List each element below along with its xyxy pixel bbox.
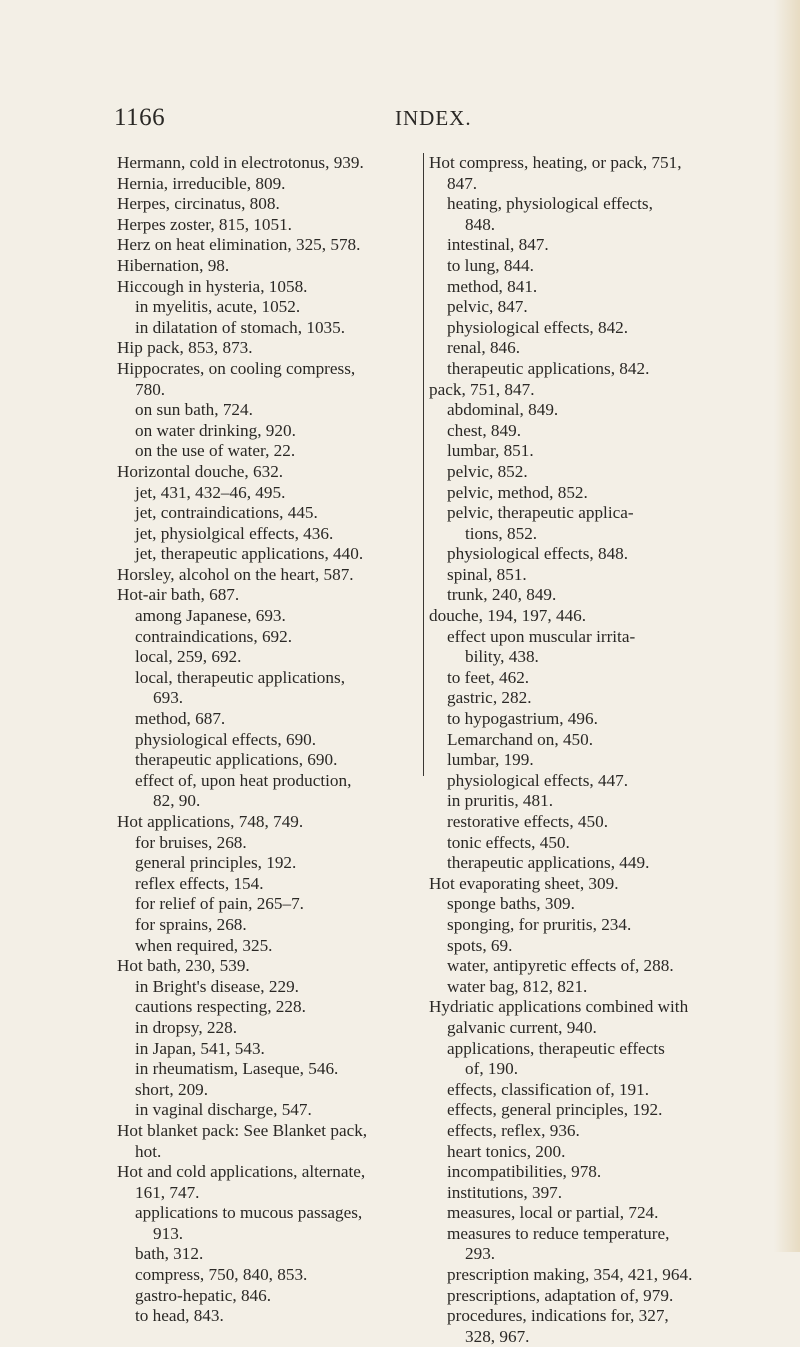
entry-line: effects, reflex, 936. bbox=[447, 1120, 580, 1140]
page-header bbox=[0, 104, 800, 134]
entry-line: jet, contraindications, 445. bbox=[135, 503, 318, 523]
index-entry bbox=[117, 153, 417, 174]
index-subentry bbox=[429, 853, 739, 874]
entry-continuation-line: 913. bbox=[153, 1223, 184, 1243]
entry-continuation-line: tions, 852. bbox=[465, 523, 538, 543]
entry-line: Hippocrates, on cooling compress, bbox=[117, 358, 356, 378]
entry-line: cautions respecting, 228. bbox=[135, 997, 306, 1017]
entry-line: effects, general principles, 192. bbox=[447, 1100, 663, 1120]
index-subentry bbox=[429, 1203, 739, 1224]
index-entry bbox=[117, 174, 417, 195]
index-subentry bbox=[117, 915, 417, 936]
entry-line: in dilatation of stomach, 1035. bbox=[135, 317, 346, 337]
entry-line: gastro-hepatic, 846. bbox=[135, 1285, 272, 1305]
entry-line: lumbar, 199. bbox=[447, 750, 534, 770]
index-subentry bbox=[117, 997, 417, 1018]
index-subentry bbox=[429, 297, 739, 318]
entry-line: Hot blanket pack: See Blanket pack, bbox=[117, 1120, 368, 1140]
index-subentry bbox=[429, 956, 739, 977]
entry-continuation-line: 848. bbox=[465, 214, 496, 234]
entry-line: heart tonics, 200. bbox=[447, 1141, 566, 1161]
entry-line: among Japanese, 693. bbox=[135, 606, 286, 626]
entry-line: in rheumatism, Laseque, 546. bbox=[135, 1059, 339, 1079]
entry-continuation-line: 780. bbox=[135, 379, 166, 399]
index-subentry bbox=[117, 730, 417, 751]
entry-line: Horizontal douche, 632. bbox=[117, 461, 284, 481]
entry-line: local, 259, 692. bbox=[135, 647, 242, 667]
index-subentry bbox=[117, 1039, 417, 1060]
entry-line: Hot and cold applications, alternate, bbox=[117, 1162, 366, 1182]
entry-line: effects, classification of, 191. bbox=[447, 1079, 650, 1099]
entry-line: trunk, 240, 849. bbox=[447, 585, 557, 605]
entry-continuation-line: 293. bbox=[465, 1244, 496, 1264]
entry-line: Hernia, irreducible, 809. bbox=[117, 173, 286, 193]
entry-line: effect upon muscular irrita- bbox=[447, 626, 636, 646]
entry-line: therapeutic applications, 690. bbox=[135, 750, 338, 770]
index-subentry bbox=[429, 585, 739, 606]
entry-line: sponge baths, 309. bbox=[447, 894, 575, 914]
index-subentry bbox=[117, 627, 417, 648]
index-entry bbox=[117, 956, 417, 977]
index-subentry bbox=[429, 688, 739, 709]
entry-line: to head, 843. bbox=[135, 1306, 224, 1326]
index-subentry bbox=[429, 791, 739, 812]
entry-line: in Bright's disease, 229. bbox=[135, 976, 299, 996]
index-entry bbox=[117, 585, 417, 606]
index-subentry bbox=[117, 750, 417, 771]
index-entry bbox=[429, 380, 739, 401]
entry-line: physiological effects, 690. bbox=[135, 729, 317, 749]
index-subentry bbox=[429, 277, 739, 298]
index-subentry bbox=[429, 235, 739, 256]
index-subentry bbox=[429, 1224, 739, 1265]
entry-line: tonic effects, 450. bbox=[447, 832, 570, 852]
entry-line: Herpes zoster, 815, 1051. bbox=[117, 214, 292, 234]
entry-line: pelvic, 847. bbox=[447, 297, 528, 317]
index-subentry bbox=[117, 1265, 417, 1286]
index-subentry bbox=[117, 977, 417, 998]
index-subentry bbox=[117, 1018, 417, 1039]
index-entry bbox=[117, 194, 417, 215]
entry-line: short, 209. bbox=[135, 1079, 209, 1099]
entry-line: effect of, upon heat production, bbox=[135, 770, 352, 790]
index-subentry bbox=[117, 874, 417, 895]
entry-line: jet, 431, 432–46, 495. bbox=[135, 482, 286, 502]
entry-line: reflex effects, 154. bbox=[135, 873, 264, 893]
index-entry bbox=[429, 997, 739, 1038]
index-entry bbox=[117, 565, 417, 586]
entry-line: sponging, for pruritis, 234. bbox=[447, 914, 632, 934]
entry-line: Hot-air bath, 687. bbox=[117, 585, 240, 605]
index-subentry bbox=[429, 730, 739, 751]
index-entry bbox=[117, 338, 417, 359]
index-subentry bbox=[117, 1244, 417, 1265]
entry-continuation-line: 847. bbox=[447, 173, 478, 193]
entry-line: applications, therapeutic effects bbox=[447, 1038, 665, 1058]
index-subentry bbox=[429, 833, 739, 854]
index-subentry bbox=[117, 421, 417, 442]
index-subentry bbox=[117, 668, 417, 709]
entry-line: Hermann, cold in electrotonus, 939. bbox=[117, 153, 364, 172]
entry-line: method, 687. bbox=[135, 709, 226, 729]
index-subentry bbox=[117, 318, 417, 339]
entry-line: Hiccough in hysteria, 1058. bbox=[117, 276, 308, 296]
index-subentry bbox=[429, 771, 739, 792]
entry-continuation-line: 328, 967. bbox=[465, 1326, 530, 1346]
index-subentry bbox=[429, 565, 739, 586]
index-subentry bbox=[117, 1286, 417, 1307]
index-subentry bbox=[117, 894, 417, 915]
index-entry bbox=[117, 1162, 417, 1203]
entry-line: therapeutic applications, 842. bbox=[447, 358, 650, 378]
index-entry bbox=[117, 215, 417, 236]
index-subentry bbox=[429, 627, 739, 668]
entry-line: pelvic, method, 852. bbox=[447, 482, 588, 502]
entry-line: Hip pack, 853, 873. bbox=[117, 338, 253, 358]
index-entry bbox=[429, 606, 739, 627]
entry-line: water, antipyretic effects of, 288. bbox=[447, 956, 674, 976]
index-subentry bbox=[117, 853, 417, 874]
index-subentry bbox=[117, 441, 417, 462]
entry-line: Herpes, circinatus, 808. bbox=[117, 194, 280, 214]
index-subentry bbox=[429, 1142, 739, 1163]
index-subentry bbox=[429, 441, 739, 462]
running-title: INDEX. bbox=[395, 106, 472, 130]
index-subentry bbox=[429, 400, 739, 421]
index-subentry bbox=[117, 1100, 417, 1121]
entry-line: abdominal, 849. bbox=[447, 400, 559, 420]
index-subentry bbox=[429, 421, 739, 442]
entry-line: in dropsy, 228. bbox=[135, 1017, 238, 1037]
index-subentry bbox=[117, 771, 417, 812]
entry-line: Hibernation, 98. bbox=[117, 255, 230, 275]
index-subentry bbox=[117, 1059, 417, 1080]
entry-line: lumbar, 851. bbox=[447, 441, 534, 461]
entry-continuation-line: hot. bbox=[135, 1141, 162, 1161]
entry-line: contraindications, 692. bbox=[135, 626, 293, 646]
entry-line: renal, 846. bbox=[447, 338, 521, 358]
index-subentry bbox=[429, 750, 739, 771]
column-divider bbox=[423, 153, 424, 776]
entry-line: water bag, 812, 821. bbox=[447, 976, 588, 996]
index-subentry bbox=[117, 503, 417, 524]
index-subentry bbox=[117, 647, 417, 668]
entry-continuation-line: galvanic current, 940. bbox=[447, 1017, 597, 1037]
entry-line: Hot applications, 748, 749. bbox=[117, 812, 304, 831]
index-entry bbox=[429, 874, 739, 895]
page-number: 1166 bbox=[114, 104, 166, 131]
entry-continuation-line: 693. bbox=[153, 688, 184, 708]
entry-line: Herz on heat elimination, 325, 578. bbox=[117, 235, 361, 255]
index-entry bbox=[117, 235, 417, 256]
entry-line: jet, physiolgical effects, 436. bbox=[135, 523, 334, 543]
index-subentry bbox=[117, 544, 417, 565]
entry-line: measures, local or partial, 724. bbox=[447, 1203, 659, 1223]
entry-line: Hot evaporating sheet, 309. bbox=[429, 873, 619, 893]
index-subentry bbox=[117, 936, 417, 957]
entry-line: intestinal, 847. bbox=[447, 235, 549, 255]
entry-line: heating, physiological effects, bbox=[447, 194, 653, 214]
entry-line: for sprains, 268. bbox=[135, 914, 247, 934]
entry-line: for relief of pain, 265–7. bbox=[135, 894, 304, 914]
entry-line: physiological effects, 842. bbox=[447, 317, 629, 337]
entry-line: method, 841. bbox=[447, 276, 538, 296]
entry-line: douche, 194, 197, 446. bbox=[429, 606, 587, 626]
index-subentry bbox=[429, 1306, 739, 1347]
index-subentry bbox=[429, 483, 739, 504]
index-subentry bbox=[429, 1265, 739, 1286]
index-subentry bbox=[429, 318, 739, 339]
index-subentry bbox=[117, 1080, 417, 1101]
index-subentry bbox=[429, 503, 739, 544]
index-subentry bbox=[117, 833, 417, 854]
index-column-left bbox=[117, 153, 417, 1327]
entry-line: spots, 69. bbox=[447, 935, 513, 955]
entry-line: when required, 325. bbox=[135, 935, 273, 955]
entry-line: in Japan, 541, 543. bbox=[135, 1038, 265, 1058]
index-subentry bbox=[429, 256, 739, 277]
index-entry bbox=[117, 1121, 417, 1162]
entry-line: local, therapeutic applications, bbox=[135, 667, 345, 687]
index-subentry bbox=[117, 606, 417, 627]
entry-line: spinal, 851. bbox=[447, 564, 527, 584]
entry-line: Hot bath, 230, 539. bbox=[117, 956, 250, 976]
entry-line: jet, therapeutic applications, 440. bbox=[135, 544, 364, 564]
entry-line: Hydriatic applications combined with bbox=[429, 997, 689, 1017]
index-subentry bbox=[117, 400, 417, 421]
index-subentry bbox=[429, 1183, 739, 1204]
entry-line: in vaginal discharge, 547. bbox=[135, 1100, 312, 1120]
entry-line: pelvic, 852. bbox=[447, 461, 528, 481]
entry-line: Hot compress, heating, or pack, 751, bbox=[429, 153, 682, 172]
index-subentry bbox=[117, 1203, 417, 1244]
entry-line: general principles, 192. bbox=[135, 853, 297, 873]
index-entry bbox=[429, 153, 739, 194]
index-subentry bbox=[429, 936, 739, 957]
index-subentry bbox=[429, 1286, 739, 1307]
entry-line: gastric, 282. bbox=[447, 688, 532, 708]
index-subentry bbox=[429, 812, 739, 833]
entry-line: applications to mucous passages, bbox=[135, 1203, 363, 1223]
entry-line: pack, 751, 847. bbox=[429, 379, 535, 399]
index-subentry bbox=[429, 359, 739, 380]
entry-line: institutions, 397. bbox=[447, 1182, 563, 1202]
index-subentry bbox=[117, 483, 417, 504]
index-entry bbox=[117, 277, 417, 298]
entry-line: Lemarchand on, 450. bbox=[447, 729, 594, 749]
entry-line: physiological effects, 848. bbox=[447, 544, 629, 564]
entry-line: prescriptions, adaptation of, 979. bbox=[447, 1285, 674, 1305]
entry-line: Horsley, alcohol on the heart, 587. bbox=[117, 564, 354, 584]
index-subentry bbox=[429, 544, 739, 565]
entry-continuation-line: of, 190. bbox=[465, 1059, 518, 1079]
index-subentry bbox=[429, 338, 739, 359]
entry-line: physiological effects, 447. bbox=[447, 770, 629, 790]
entry-line: on sun bath, 724. bbox=[135, 400, 253, 420]
index-entry bbox=[117, 359, 417, 400]
index-entry bbox=[117, 462, 417, 483]
index-subentry bbox=[117, 524, 417, 545]
entry-line: on water drinking, 920. bbox=[135, 420, 296, 440]
entry-line: to lung, 844. bbox=[447, 255, 534, 275]
page-edge-shadow bbox=[774, 0, 800, 1252]
index-subentry bbox=[429, 1100, 739, 1121]
index-subentry bbox=[429, 894, 739, 915]
entry-line: to hypogastrium, 496. bbox=[447, 709, 598, 729]
entry-line: to feet, 462. bbox=[447, 667, 530, 687]
entry-line: chest, 849. bbox=[447, 420, 521, 440]
entry-line: bath, 312. bbox=[135, 1244, 204, 1264]
entry-line: in pruritis, 481. bbox=[447, 791, 553, 811]
index-subentry bbox=[117, 1306, 417, 1327]
entry-line: restorative effects, 450. bbox=[447, 812, 608, 831]
entry-continuation-line: 161, 747. bbox=[135, 1182, 200, 1202]
index-entry bbox=[117, 256, 417, 277]
index-subentry bbox=[429, 915, 739, 936]
index-subentry bbox=[429, 1080, 739, 1101]
entry-line: for bruises, 268. bbox=[135, 832, 247, 852]
index-subentry bbox=[429, 668, 739, 689]
index-subentry bbox=[429, 462, 739, 483]
index-column-right bbox=[429, 153, 739, 1347]
index-subentry bbox=[429, 709, 739, 730]
index-entry bbox=[117, 812, 417, 833]
entry-line: compress, 750, 840, 853. bbox=[135, 1265, 308, 1285]
entry-line: procedures, indications for, 327, bbox=[447, 1306, 669, 1326]
entry-line: measures to reduce temperature, bbox=[447, 1223, 670, 1243]
entry-line: in myelitis, acute, 1052. bbox=[135, 297, 301, 317]
index-subentry bbox=[429, 977, 739, 998]
entry-continuation-line: 82, 90. bbox=[153, 791, 201, 811]
entry-line: incompatibilities, 978. bbox=[447, 1162, 602, 1182]
entry-line: prescription making, 354, 421, 964. bbox=[447, 1265, 693, 1285]
index-subentry bbox=[429, 1121, 739, 1142]
index-subentry bbox=[117, 297, 417, 318]
index-subentry bbox=[429, 1039, 739, 1080]
entry-line: pelvic, therapeutic applica- bbox=[447, 503, 634, 523]
entry-line: therapeutic applications, 449. bbox=[447, 853, 650, 873]
entry-line: on the use of water, 22. bbox=[135, 441, 296, 461]
index-subentry bbox=[429, 194, 739, 235]
index-subentry bbox=[429, 1162, 739, 1183]
index-subentry bbox=[117, 709, 417, 730]
entry-continuation-line: bility, 438. bbox=[465, 647, 539, 667]
